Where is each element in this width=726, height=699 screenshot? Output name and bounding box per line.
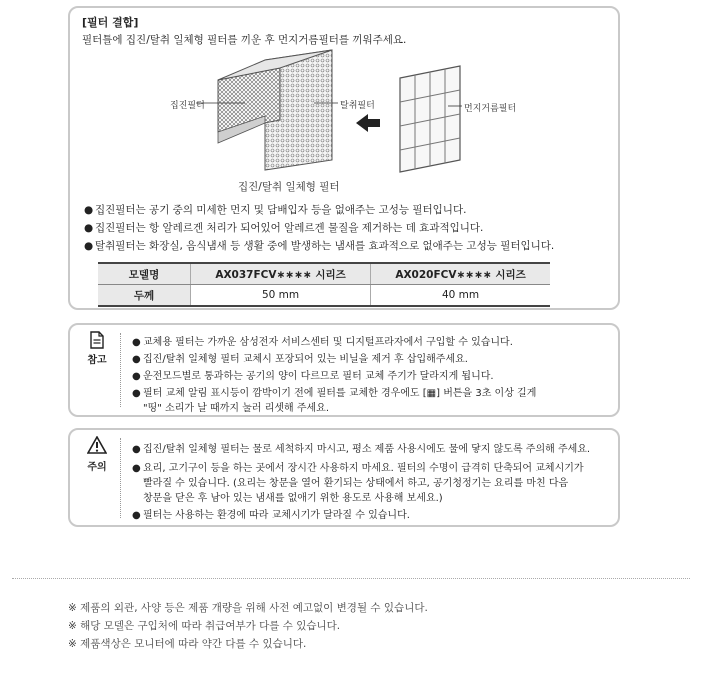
footnote: ※ 제품색상은 모니터에 따라 약간 다를 수 있습니다. [68, 638, 307, 650]
label-dust-filter: 먼지거름필터 [464, 104, 517, 114]
list-item-continuation: 창문을 닫은 후 남아 있는 냄새를 없애기 위한 용도로 사용해 보세요.) [143, 493, 443, 504]
memo-icon [82, 331, 112, 353]
label-deodorizing-filter: 탈취필터 [340, 101, 375, 111]
bullet-item: ● 탈취필터는 화장실, 음식냄새 등 생활 중에 발생하는 냄새를 효과적으로 없애주는 고성능 필터입니다. [84, 240, 555, 252]
insert-arrow [356, 114, 380, 132]
footnote: ※ 제품의 외관, 사양 등은 제품 개량을 위해 사전 예고없이 변경될 수 있습니다. [68, 602, 428, 614]
table-header-col1: AX037FCV∗∗∗∗ 시리즈 [191, 263, 371, 285]
spec-table [98, 262, 550, 307]
table-row-label: 두께 [98, 285, 191, 307]
reference-label: 참고 [87, 355, 107, 366]
warning-label: 주의 [87, 462, 107, 473]
figure-caption: 집진/탈취 일체형 필터 [238, 181, 340, 193]
list-item: ● 교체용 필터는 가까운 삼성전자 서비스센터 및 디지털프라자에서 구입할 수 있습니다. [132, 337, 513, 348]
bullet-item: ● 집진필터는 항 알레르겐 처리가 되어있어 알레르겐 물질을 제거하는 데 효과적입니다. [84, 222, 484, 234]
footnote: ※ 해당 모델은 구입처에 따라 취급여부가 다를 수 있습니다. [68, 620, 341, 632]
list-item: ● 필터는 사용하는 환경에 따라 교체시기가 달라질 수 있습니다. [132, 510, 410, 521]
table-row [98, 263, 550, 285]
bullet-item: ● 집진필터는 공기 중의 미세한 먼지 및 담배입자 등을 없애주는 고성능 필터입니다. [84, 204, 467, 216]
warning-icon [82, 436, 112, 458]
list-item: ● 집진/탈취 일체형 필터는 물로 세척하지 마시고, 평소 제품 사용시에도 물에 닿지 않도록 주의해 주세요. [132, 444, 591, 455]
table-cell: 40 mm [371, 285, 550, 307]
section-heading: [필터 결합] [82, 16, 139, 29]
label-hepa-filter: 집진필터 [170, 101, 205, 111]
intro-text: 필터틀에 집진/탈취 일체형 필터를 끼운 후 먼지거름필터를 끼워주세요. [82, 34, 407, 46]
reference-section [68, 323, 620, 417]
divider [120, 438, 121, 518]
list-item: ● 요리, 고기구이 등을 하는 곳에서 장시간 사용하지 마세요. 필터의 수명이 급격히 단축되어 교체시기가 [132, 463, 584, 474]
table-header-model: 모델명 [98, 263, 191, 285]
dust-filter-graphic [400, 66, 460, 172]
divider [120, 333, 121, 407]
list-item: ● 운전모드별로 통과하는 공기의 양이 다르므로 필터 교체 주기가 달라지게 됩니다. [132, 371, 494, 382]
dotted-divider [12, 578, 690, 579]
list-item: ● 집진/탈취 일체형 필터 교체시 포장되어 있는 비닐을 제거 후 삽입해주세요. [132, 354, 468, 365]
table-row [98, 285, 550, 307]
list-item-continuation: 빨라질 수 있습니다. (요리는 창문을 열어 환기되는 상태에서 하고, 공기청정기는 요리를 마친 다음 [143, 478, 569, 489]
table-cell: 50 mm [191, 285, 371, 307]
table-header-col2: AX020FCV∗∗∗∗ 시리즈 [371, 263, 550, 285]
list-item-continuation: "띵" 소리가 날 때까지 눌러 리셋해 주세요. [143, 403, 330, 414]
combined-filter-graphic [218, 50, 332, 170]
warning-section [68, 428, 620, 527]
filter-assembly-section [68, 6, 620, 310]
list-item: ● 필터 교체 알림 표시등이 깜박이기 전에 필터를 교체한 경우에도 [▦] 버튼을 3초 이상 길게 [132, 388, 537, 399]
